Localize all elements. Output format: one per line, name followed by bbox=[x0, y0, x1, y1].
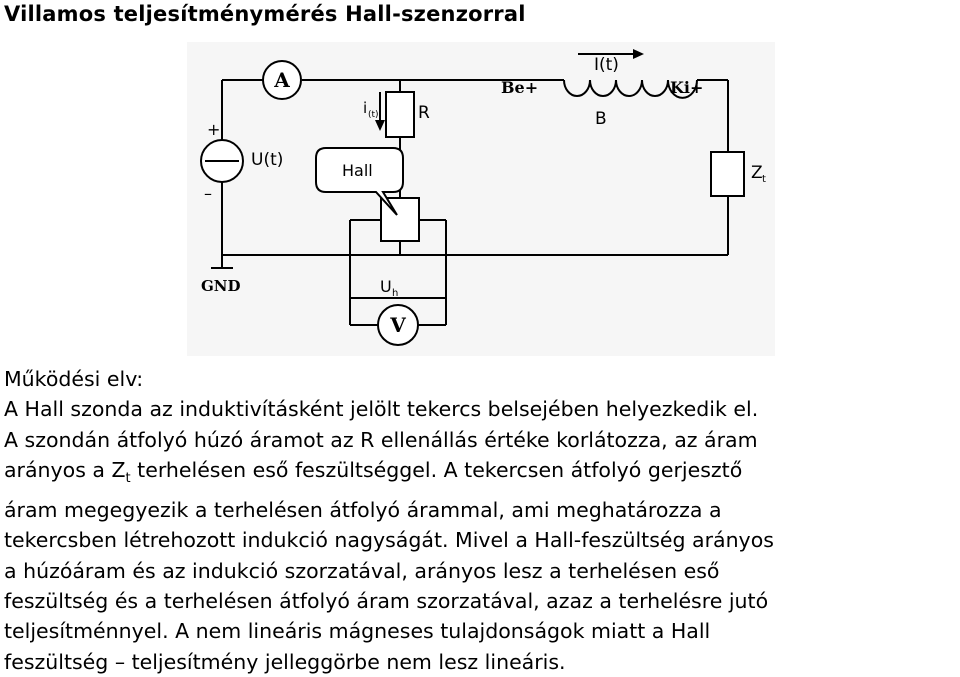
current-arrow-small-head bbox=[375, 120, 385, 131]
current-small-sub: (t) bbox=[368, 110, 379, 120]
voltmeter-label: V bbox=[390, 313, 406, 337]
current-small-label: i bbox=[363, 99, 368, 117]
resistor bbox=[386, 92, 414, 137]
page-title: Villamos teljesítménymérés Hall-szenzorral bbox=[4, 2, 526, 26]
body-text bbox=[4, 364, 960, 677]
text-line bbox=[4, 455, 960, 495]
hall-callout bbox=[316, 148, 403, 215]
text-line: tekercsben létrehozott indukció nagyságát. Mivel a Hall-feszültség arányos bbox=[4, 528, 774, 553]
ammeter-label: A bbox=[274, 68, 290, 92]
hall-voltage-sub: h bbox=[392, 288, 399, 299]
text-fragment: arányos a Z bbox=[4, 458, 126, 483]
coil-in-label: Be+ bbox=[501, 78, 539, 97]
ground-label: GND bbox=[201, 277, 241, 295]
text-line: feszültség – teljesítmény jelleggörbe nem lesz lineáris. bbox=[4, 649, 566, 674]
circuit-diagram bbox=[187, 42, 775, 356]
current-label: I(t) bbox=[594, 55, 619, 75]
coil-label: B bbox=[595, 109, 607, 129]
coil-out-label: Ki+ bbox=[670, 78, 704, 97]
source-voltage-label: U(t) bbox=[251, 150, 284, 170]
text-line: áram megegyezik a terhelésen átfolyó árammal, ami meghatározza a bbox=[4, 497, 722, 522]
source-plus-label: + bbox=[207, 120, 221, 139]
hall-callout-label: Hall bbox=[342, 161, 373, 180]
text-fragment: terhelésen eső feszültséggel. A tekercsen átfolyó gerjesztő bbox=[130, 458, 743, 483]
text-line: a húzóáram és az indukció szorzatával, arányos lesz a terhelésen eső bbox=[4, 558, 720, 583]
hall-voltage-label: U bbox=[380, 277, 392, 296]
text-line: A szondán átfolyó húzó áramot az R ellenállás értéke korlátozza, az áram bbox=[4, 427, 758, 452]
text-subscript: t bbox=[125, 471, 131, 487]
resistor-label: R bbox=[418, 103, 430, 123]
load-label: Z bbox=[751, 163, 763, 183]
text-line: teljesítménnyel. A nem lineáris mágneses tulajdonságok miatt a Hall bbox=[4, 619, 711, 644]
load-impedance bbox=[711, 152, 744, 196]
load-sub: t bbox=[762, 174, 766, 185]
text-line: A Hall szonda az induktivításként jelölt tekercs belsejében helyezkedik el. bbox=[4, 397, 759, 422]
current-arrow-large-head bbox=[633, 49, 644, 59]
section-heading: Működési elv: bbox=[4, 367, 144, 391]
text-line: feszültség és a terhelésen átfolyó áram szorzatával, azaz a terhelésre jutó bbox=[4, 588, 769, 613]
source-minus-label: – bbox=[204, 184, 212, 203]
